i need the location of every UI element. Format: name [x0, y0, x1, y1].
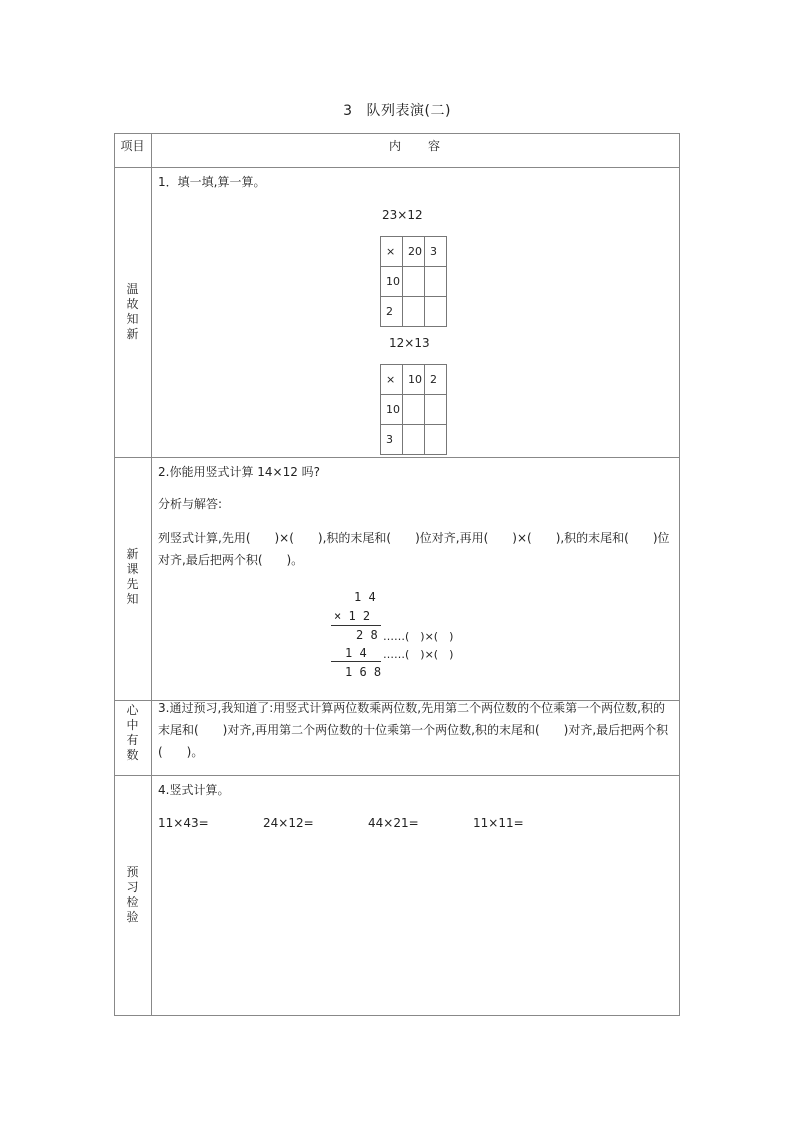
section-label-review: 温 故 知 新: [126, 282, 139, 341]
calc-partial-1: 2 8: [356, 628, 378, 642]
grid-answer-cell[interactable]: [425, 395, 447, 425]
calc-result: 1 6 8: [345, 665, 382, 679]
question-2: 2.你能用竖式计算 14×12 吗?: [158, 465, 321, 479]
calc-partial-2: 1 4: [345, 646, 367, 660]
multiplication-grid-2: [380, 364, 447, 455]
table1-expression: 23×12: [382, 208, 423, 222]
row-divider: [114, 457, 680, 458]
grid-cell: 2: [381, 297, 403, 327]
grid-answer-cell[interactable]: [403, 425, 425, 455]
exercise: 11×11=: [473, 816, 524, 830]
calc-rule: [331, 661, 381, 662]
grid-cell: ×: [381, 237, 403, 267]
header-item: 项目: [120, 139, 145, 153]
grid-cell: 10: [381, 267, 403, 297]
section-label-mind: 心 中 有 数: [126, 703, 139, 762]
table2-expression: 12×13: [389, 336, 430, 350]
multiplication-grid-1: [380, 236, 447, 327]
grid-answer-cell[interactable]: [403, 297, 425, 327]
row-divider: [114, 167, 680, 168]
grid-cell: 10: [403, 365, 425, 395]
grid-answer-cell[interactable]: [403, 395, 425, 425]
section-label-check: 预 习 检 验: [126, 865, 139, 924]
grid-cell: ×: [381, 365, 403, 395]
grid-cell: 10: [381, 395, 403, 425]
calc-rule: [331, 625, 381, 626]
lesson-title: 队列表演(二): [366, 103, 451, 119]
header-content: 内 容: [389, 139, 442, 153]
calc-note-1: ……( )×( ): [383, 630, 454, 643]
grid-answer-cell[interactable]: [425, 297, 447, 327]
grid-answer-cell[interactable]: [425, 267, 447, 297]
lesson-number: 3: [343, 103, 353, 119]
question-1: 1．填一填,算一算。: [158, 175, 266, 189]
page-title: [0, 100, 794, 120]
column-divider: [151, 133, 152, 1016]
calc-multiplicand: 1 4: [354, 590, 376, 604]
exercise: 11×43=: [158, 816, 209, 830]
grid-cell: 3: [425, 237, 447, 267]
grid-answer-cell[interactable]: [425, 425, 447, 455]
row-divider: [114, 775, 680, 776]
question-4: 4.竖式计算。: [158, 783, 230, 797]
grid-cell: 3: [381, 425, 403, 455]
calc-multiplier: × 1 2: [334, 609, 371, 623]
grid-cell: 2: [425, 365, 447, 395]
exercise: 24×12=: [263, 816, 314, 830]
calc-note-2: ……( )×( ): [383, 648, 454, 661]
fill-in-text: 列竖式计算,先用( )×( ),积的末尾和( )位对齐,再用( )×( ),积的末尾和( )位对齐,最后把两个积( )。: [158, 531, 670, 567]
exercise: 44×21=: [368, 816, 419, 830]
summary-text: 3.通过预习,我知道了:用竖式计算两位数乘两位数,先用第二个两位数的个位乘第一个两位数,积的末尾和( )对齐,再用第二个两位数的十位乘第一个两位数,积的末尾和( )对齐,最后把两个积( )。: [158, 701, 669, 759]
section-label-newlesson: 新 课 先 知: [126, 547, 139, 606]
analysis-label: 分析与解答:: [158, 497, 223, 511]
grid-answer-cell[interactable]: [403, 267, 425, 297]
grid-cell: 20: [403, 237, 425, 267]
